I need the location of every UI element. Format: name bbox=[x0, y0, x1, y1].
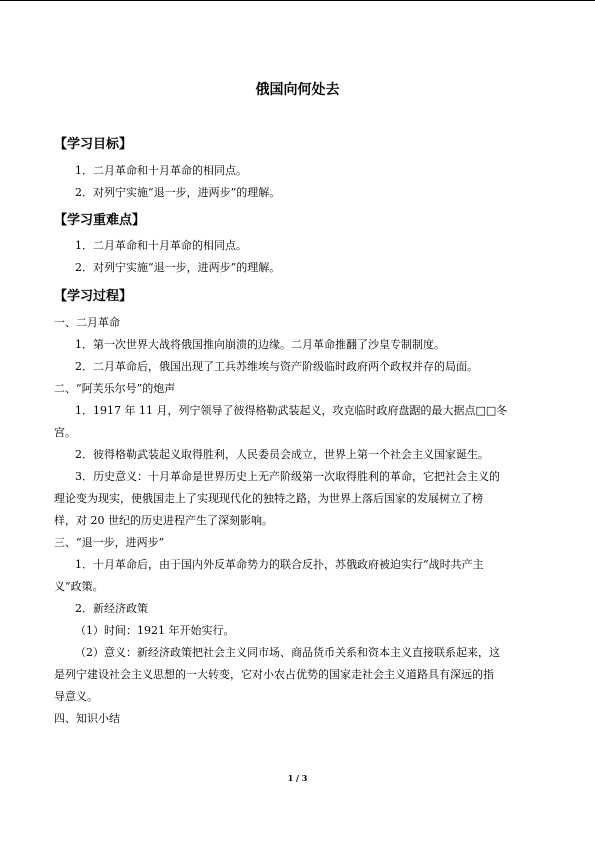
subsection-heading-4: 四、知识小结 bbox=[54, 712, 120, 725]
paragraph-continuation: 宫。 bbox=[54, 426, 76, 439]
key-point-item: 1．二月革命和十月革命的相同点。 bbox=[75, 239, 247, 252]
paragraph-continuation: 是列宁建设社会主义思想的一大转变，它对小农占优势的国家走社会主义道路具有深远的指 bbox=[54, 668, 494, 681]
goal-item: 2．对列宁实施“退一步，进两步”的理解。 bbox=[75, 186, 281, 199]
paragraph-continuation: 理论变为现实，使俄国走上了实现现代化的独特之路，为世界上落后国家的发展树立了榜 bbox=[54, 492, 483, 505]
section-heading-process: 【学习过程】 bbox=[54, 289, 133, 304]
paragraph: 3．历史意义：十月革命是世界历史上无产阶级第一次取得胜利的革命，它把社会主义的 bbox=[75, 470, 500, 483]
section-heading-goals: 【学习目标】 bbox=[54, 137, 133, 152]
paragraph: 1．第一次世界大战将俄国推向崩溃的边缘。二月革命推翻了沙皇专制制度。 bbox=[75, 338, 445, 351]
paragraph-continuation: 导意义。 bbox=[54, 690, 98, 703]
paragraph: 2．二月革命后，俄国出现了工兵苏维埃与资产阶级临时政府两个政权并存的局面。 bbox=[75, 360, 478, 373]
paragraph-continuation: 样，对 20 世纪的历史进程产生了深刻影响。 bbox=[54, 514, 273, 527]
paragraph: 2．新经济政策 bbox=[75, 602, 148, 615]
goal-item: 1．二月革命和十月革命的相同点。 bbox=[75, 164, 247, 177]
subsection-heading-1: 一、二月革命 bbox=[54, 316, 120, 329]
page-number: 1 / 3 bbox=[287, 773, 308, 783]
page-title: 俄国向何处去 bbox=[255, 82, 340, 98]
paragraph: （2）意义：新经济政策把社会主义同市场、商品货币关系和资本主义直接联系起来，这 bbox=[75, 646, 500, 659]
paragraph: 2．彼得格勒武装起义取得胜利，人民委员会成立，世界上第一个社会主义国家诞生。 bbox=[75, 448, 489, 461]
paragraph: 1．1917 年 11 月，列宁领导了彼得格勒武装起义，攻克临时政府盘踞的最大据点□□冬 bbox=[75, 404, 508, 417]
paragraph: 1．十月革命后，由于国内外反革命势力的联合反扑，苏俄政府被迫实行“战时共产主 bbox=[75, 558, 484, 571]
key-point-item: 2．对列宁实施“退一步，进两步”的理解。 bbox=[75, 261, 281, 274]
subsection-heading-2: 二、“阿芙乐尔号”的炮声 bbox=[54, 382, 176, 395]
section-heading-key-points: 【学习重难点】 bbox=[54, 213, 146, 228]
subsection-heading-3: 三、“退一步，进两步” bbox=[54, 536, 165, 549]
paragraph-continuation: 义”政策。 bbox=[54, 580, 104, 593]
paragraph: （1）时间：1921 年开始实行。 bbox=[75, 624, 235, 637]
